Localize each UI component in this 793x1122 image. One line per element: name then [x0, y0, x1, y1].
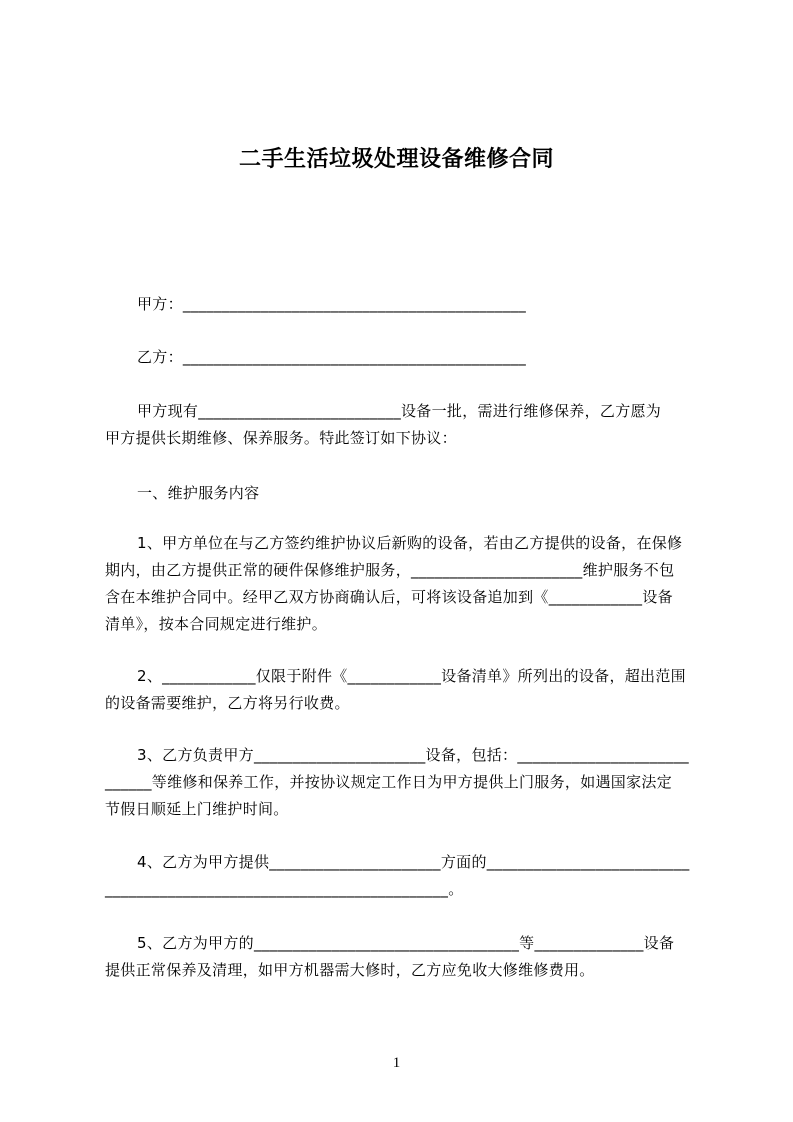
clause-2-line-2: 的设备需要维护，乙方将另行收费。 [105, 694, 350, 712]
clause-5-line-1: 5、乙方为甲方的__________________________________等______________设备 [137, 934, 675, 952]
clause-1-line-1: 1、甲方单位在与乙方签约维护协议后新购的设备，若由乙方提供的设备，在保修 [137, 534, 683, 552]
clause-3-line-2: ______等维修和保养工作，并按协议规定工作日为甲方提供上门服务，如遇国家法定 [105, 773, 673, 791]
clause-1-line-2: 期内，由乙方提供正常的硬件保修维护服务，______________________维护服务不包 [105, 561, 675, 579]
clause-2-line-1: 2、____________仅限于附件《____________设备清单》所列出的设备，超出范围 [137, 667, 686, 685]
intro-line-2: 甲方提供长期维修、保养服务。特此签订如下协议： [105, 429, 457, 447]
intro-line-1: 甲方现有__________________________设备一批，需进行维修保养，乙方愿为 [137, 402, 662, 420]
clause-1-line-4: 清单》，按本合同规定进行维护。 [105, 615, 328, 633]
clause-4-line-2: ____________________________________________。 [105, 880, 464, 898]
clause-5-line-2: 提供正常保养及清理，如甲方机器需大修时，乙方应免收大修维修费用。 [105, 961, 595, 979]
clause-1-line-3: 含在本维护合同中。经甲乙双方协商确认后，可将该设备追加到《____________设备 [105, 588, 673, 606]
party-a-line: 甲方：____________________________________________ [137, 295, 527, 313]
clause-4-line-1: 4、乙方为甲方提供______________________方面的__________________________ [137, 853, 690, 871]
page-number: 1 [392, 1055, 401, 1071]
clause-3-line-1: 3、乙方负责甲方______________________设备，包括：______________________ [137, 746, 689, 764]
section-heading: 一、维护服务内容 [137, 484, 260, 502]
party-b-line: 乙方：____________________________________________ [137, 348, 527, 366]
clause-3-line-3: 节假日顺延上门维护时间。 [105, 800, 289, 818]
document-title: 二手生活垃圾处理设备维修合同 [238, 147, 554, 172]
